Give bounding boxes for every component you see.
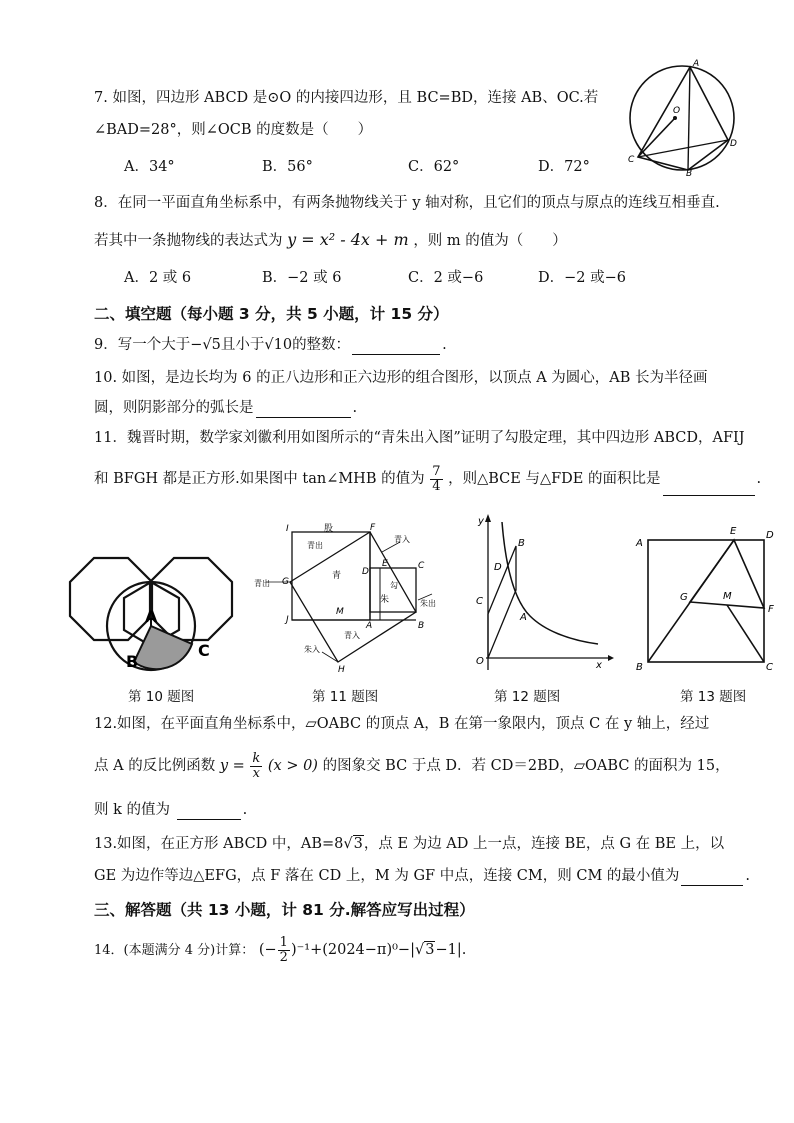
q12-answer-blank[interactable] (177, 805, 241, 820)
q8-option-a: A．2 或 6 (124, 270, 192, 286)
q11-fraction (430, 465, 442, 494)
fig11-label-m: M (336, 607, 344, 617)
fig12-label-x: x (596, 660, 602, 671)
fig11-label-qing: 青 (332, 571, 342, 581)
q10-answer-blank[interactable] (256, 403, 351, 418)
q8-option-d: D．−2 或−6 (538, 270, 626, 286)
q12-line2 (94, 748, 730, 784)
q13-line1-pre: 13.如图，在正方形 ABCD 中，AB=8 (94, 836, 344, 852)
fig11-label-e: E (382, 559, 388, 569)
q9-post: 的整数： (292, 337, 351, 353)
q10-line2-text: 圆，则阴影部分的弧长是 (94, 400, 254, 416)
q12-fraction (250, 752, 262, 781)
fig13-label-b: B (636, 662, 643, 672)
q8-option-c: C．2 或−6 (408, 270, 484, 286)
q14-part3: −1|. (435, 942, 467, 958)
fig11-label-d: D (362, 567, 369, 577)
fig13-label-g: G (680, 592, 688, 603)
q12-formula-y: y = (219, 758, 245, 774)
q12-frac-num: k (252, 750, 261, 766)
q11-line2-post: ，则△BCE 与△FDE 的面积比是 (448, 471, 661, 487)
q7-label-c: C (628, 155, 635, 165)
fig11-caption: 第 11 题图 (312, 689, 379, 705)
fig11-label-i: I (286, 524, 289, 534)
q14-part1-close: )⁻¹ (290, 942, 311, 958)
fig13-label-c: C (766, 662, 773, 672)
fig13-label-f: F (768, 604, 774, 615)
q14-frac-den: 2 (279, 949, 288, 965)
q8-line2-post: ，则 m 的值为（ ） (413, 233, 567, 249)
fig13-label-e: E (730, 526, 737, 537)
q7-option-a: A．34° (124, 159, 175, 175)
q13-line2: GE 为边作等边△EFG，点 F 落在 CD 上，M 为 GF 中点，连接 CM，则 CM 的最小值为 . (94, 868, 751, 884)
fig11-label-zhuchu: 朱出 (420, 599, 436, 608)
q10-line2: 圆，则阴影部分的弧长是 . (94, 400, 358, 416)
fig11-label-c: C (418, 561, 425, 571)
q7-figure (618, 58, 748, 176)
q14-part1-open: (− (258, 942, 277, 958)
q9-line: 9．写一个大于−√5且小于√10的整数： . (94, 337, 447, 353)
fig12-label-c: C (476, 596, 483, 607)
q11-frac-den: 4 (432, 478, 441, 494)
fig10-shaded-sector (134, 626, 192, 669)
fig12-label-o: O (476, 656, 484, 667)
q14-pre: 14．(本题满分 4 分)计算： (94, 943, 255, 958)
fig10-label-a: A (145, 607, 158, 626)
fig11-label-gou: 勾 (390, 581, 398, 590)
fig13-label-a: A (636, 538, 643, 549)
q13-line1: 13.如图，在正方形 ABCD 中，AB=8√3，点 E 为边 AD 上一点，连接 BE，点 G 在 BE 上，以 (94, 836, 725, 852)
q9-upper: √10 (264, 337, 293, 353)
q7-line1: 7. 如图，四边形 ABCD 是⊙O 的内接四边形，且 BC=BD，连接 AB、OC.若 (94, 90, 599, 106)
fig13-label-d: D (766, 530, 774, 541)
q13-line1-post: ，点 E 为边 AD 上一点，连接 BE，点 G 在 BE 上，以 (363, 836, 725, 852)
q11-line2-pre: 和 BFGH 都是正方形.如果图中 tan∠MHB 的值为 (94, 471, 425, 487)
fig12-label-d: D (494, 562, 502, 573)
fig13-segment-cm (727, 605, 764, 662)
q7-line2: ∠BAD=28°，则∠OCB 的度数是（ ） (94, 122, 373, 138)
fig11-label-f: F (370, 523, 376, 533)
fig13-caption: 第 13 题图 (680, 689, 747, 705)
q9-pre: 9．写一个大于 (94, 337, 191, 353)
fig13-figure (630, 522, 780, 672)
q14-sqrt: 3 (425, 942, 435, 958)
fig11-label-qingchu-left: 青出 (254, 579, 270, 588)
q7-option-c: C．62° (408, 159, 460, 175)
fig10-figure (68, 544, 248, 672)
fig10-label-b: B (126, 652, 139, 671)
fig13-label-m: M (723, 591, 732, 602)
fig12-label-y: y (478, 516, 484, 527)
q7-center-point (673, 116, 677, 120)
fig11-label-b: B (418, 621, 425, 631)
q13-line2-text: GE 为边作等边△EFG，点 F 落在 CD 上，M 为 GF 中点，连接 CM，则 CM 的最小值为 (94, 868, 680, 884)
q8-line2 (94, 230, 567, 251)
q12-line2-post: 的图象交 BC 于点 D．若 CD＝2BD，▱OABC 的面积为 15， (322, 758, 730, 774)
fig11-label-qingru-top: 青入 (394, 535, 410, 544)
q14-fraction (278, 936, 290, 965)
q14-line: 14．(本题满分 4 分)计算： (− $\frac{1}{2}$ )⁻¹+(2024−π)⁰−|√3−1|. (94, 934, 467, 965)
fig12-x-arrow (608, 655, 614, 661)
q7-label-a: A (693, 59, 700, 69)
q11-frac-num: 7 (432, 463, 441, 479)
q14-frac-num: 1 (279, 934, 288, 950)
fig11-figure (252, 522, 448, 674)
fig11-label-a: A (366, 621, 373, 631)
q12-line2-pre: 点 A 的反比例函数 (94, 758, 216, 774)
q9-lower: −√5 (190, 337, 221, 353)
q8-formula: y = x² - 4x + m (287, 230, 409, 249)
fig11-label-qingchu: 青出 (307, 541, 323, 550)
q7-option-d: D．72° (538, 159, 590, 175)
fig11-square-abcd (370, 568, 416, 612)
q12-line3: 则 k 的值为 . (94, 802, 248, 818)
fig11-label-h: H (338, 665, 345, 674)
q13-answer-blank[interactable] (681, 871, 743, 886)
fig13-square (648, 540, 764, 662)
fig10-octagon-left (70, 558, 152, 640)
section-3-heading: 三、解答题（共 13 小题，计 81 分.解答应写出过程） (94, 901, 475, 919)
fig11-label-j: J (286, 615, 289, 625)
q12-frac-den: x (252, 765, 260, 781)
fig10-caption: 第 10 题图 (128, 689, 195, 705)
q8-line2-pre: 若其中一条抛物线的表达式为 (94, 233, 283, 249)
q14-part2: +(2024−π)⁰−| (310, 942, 415, 958)
q7-label-o: O (673, 106, 681, 116)
q11-answer-blank[interactable] (663, 481, 755, 496)
fig12-y-arrow (485, 514, 491, 522)
fig11-square-afij (292, 532, 370, 620)
q7-option-b: B．56° (262, 159, 313, 175)
q7-label-d: D (730, 139, 737, 149)
q12-line1: 12.如图，在平面直角坐标系中，▱OABC 的顶点 A，B 在第一象限内，顶点 C 在 y 轴上，经过 (94, 716, 710, 732)
q12-line3-text: 则 k 的值为 (94, 802, 171, 818)
q9-mid: 且小于 (220, 337, 265, 353)
fig11-label-zhu: 朱 (380, 595, 390, 605)
fig11-label-gu: 股 (324, 524, 334, 534)
q7-segment-ab (688, 67, 690, 170)
q7-label-b: B (686, 169, 693, 176)
fig10-octagon-right (150, 558, 232, 640)
q13-sqrt: 3 (353, 836, 363, 852)
fig11-label-zhuru: 朱入 (304, 645, 320, 654)
fig11-square-bfgh (290, 532, 416, 662)
fig11-label-g: G (282, 577, 289, 587)
q8-line1: 8．在同一平面直角坐标系中，有两条抛物线关于 y 轴对称，且它们的顶点与原点的连线互相垂直. (94, 195, 720, 211)
fig10-label-c: C (198, 641, 210, 660)
fig12-label-b: B (518, 538, 525, 549)
fig12-caption: 第 12 题图 (494, 689, 561, 705)
q10-line1: 10. 如图，是边长均为 6 的正八边形和正六边形的组合图形，以顶点 A 为圆心，AB 长为半径画 (94, 370, 708, 386)
q11-line2: 和 BFGH 都是正方形.如果图中 tan∠MHB 的值为 $\frac{7}{4}$ ，则△BCE 与△FDE 的面积比是 . (94, 462, 761, 496)
q12-formula-cond: (x > 0) (267, 758, 318, 774)
fig12-parallelogram (488, 546, 516, 658)
fig12-label-a: A (520, 612, 527, 623)
fig11-label-qingru-bottom: 青入 (344, 631, 360, 640)
fig12-figure (468, 512, 614, 672)
q9-answer-blank[interactable] (352, 340, 440, 355)
q8-option-b: B．−2 或 6 (262, 270, 342, 286)
section-2-heading: 二、填空题（每小题 3 分，共 5 小题，计 15 分） (94, 305, 449, 323)
q11-line1: 11．魏晋时期，数学家刘徽利用如图所示的“青朱出入图”证明了勾股定理，其中四边形 ABCD，AFIJ (94, 430, 745, 446)
